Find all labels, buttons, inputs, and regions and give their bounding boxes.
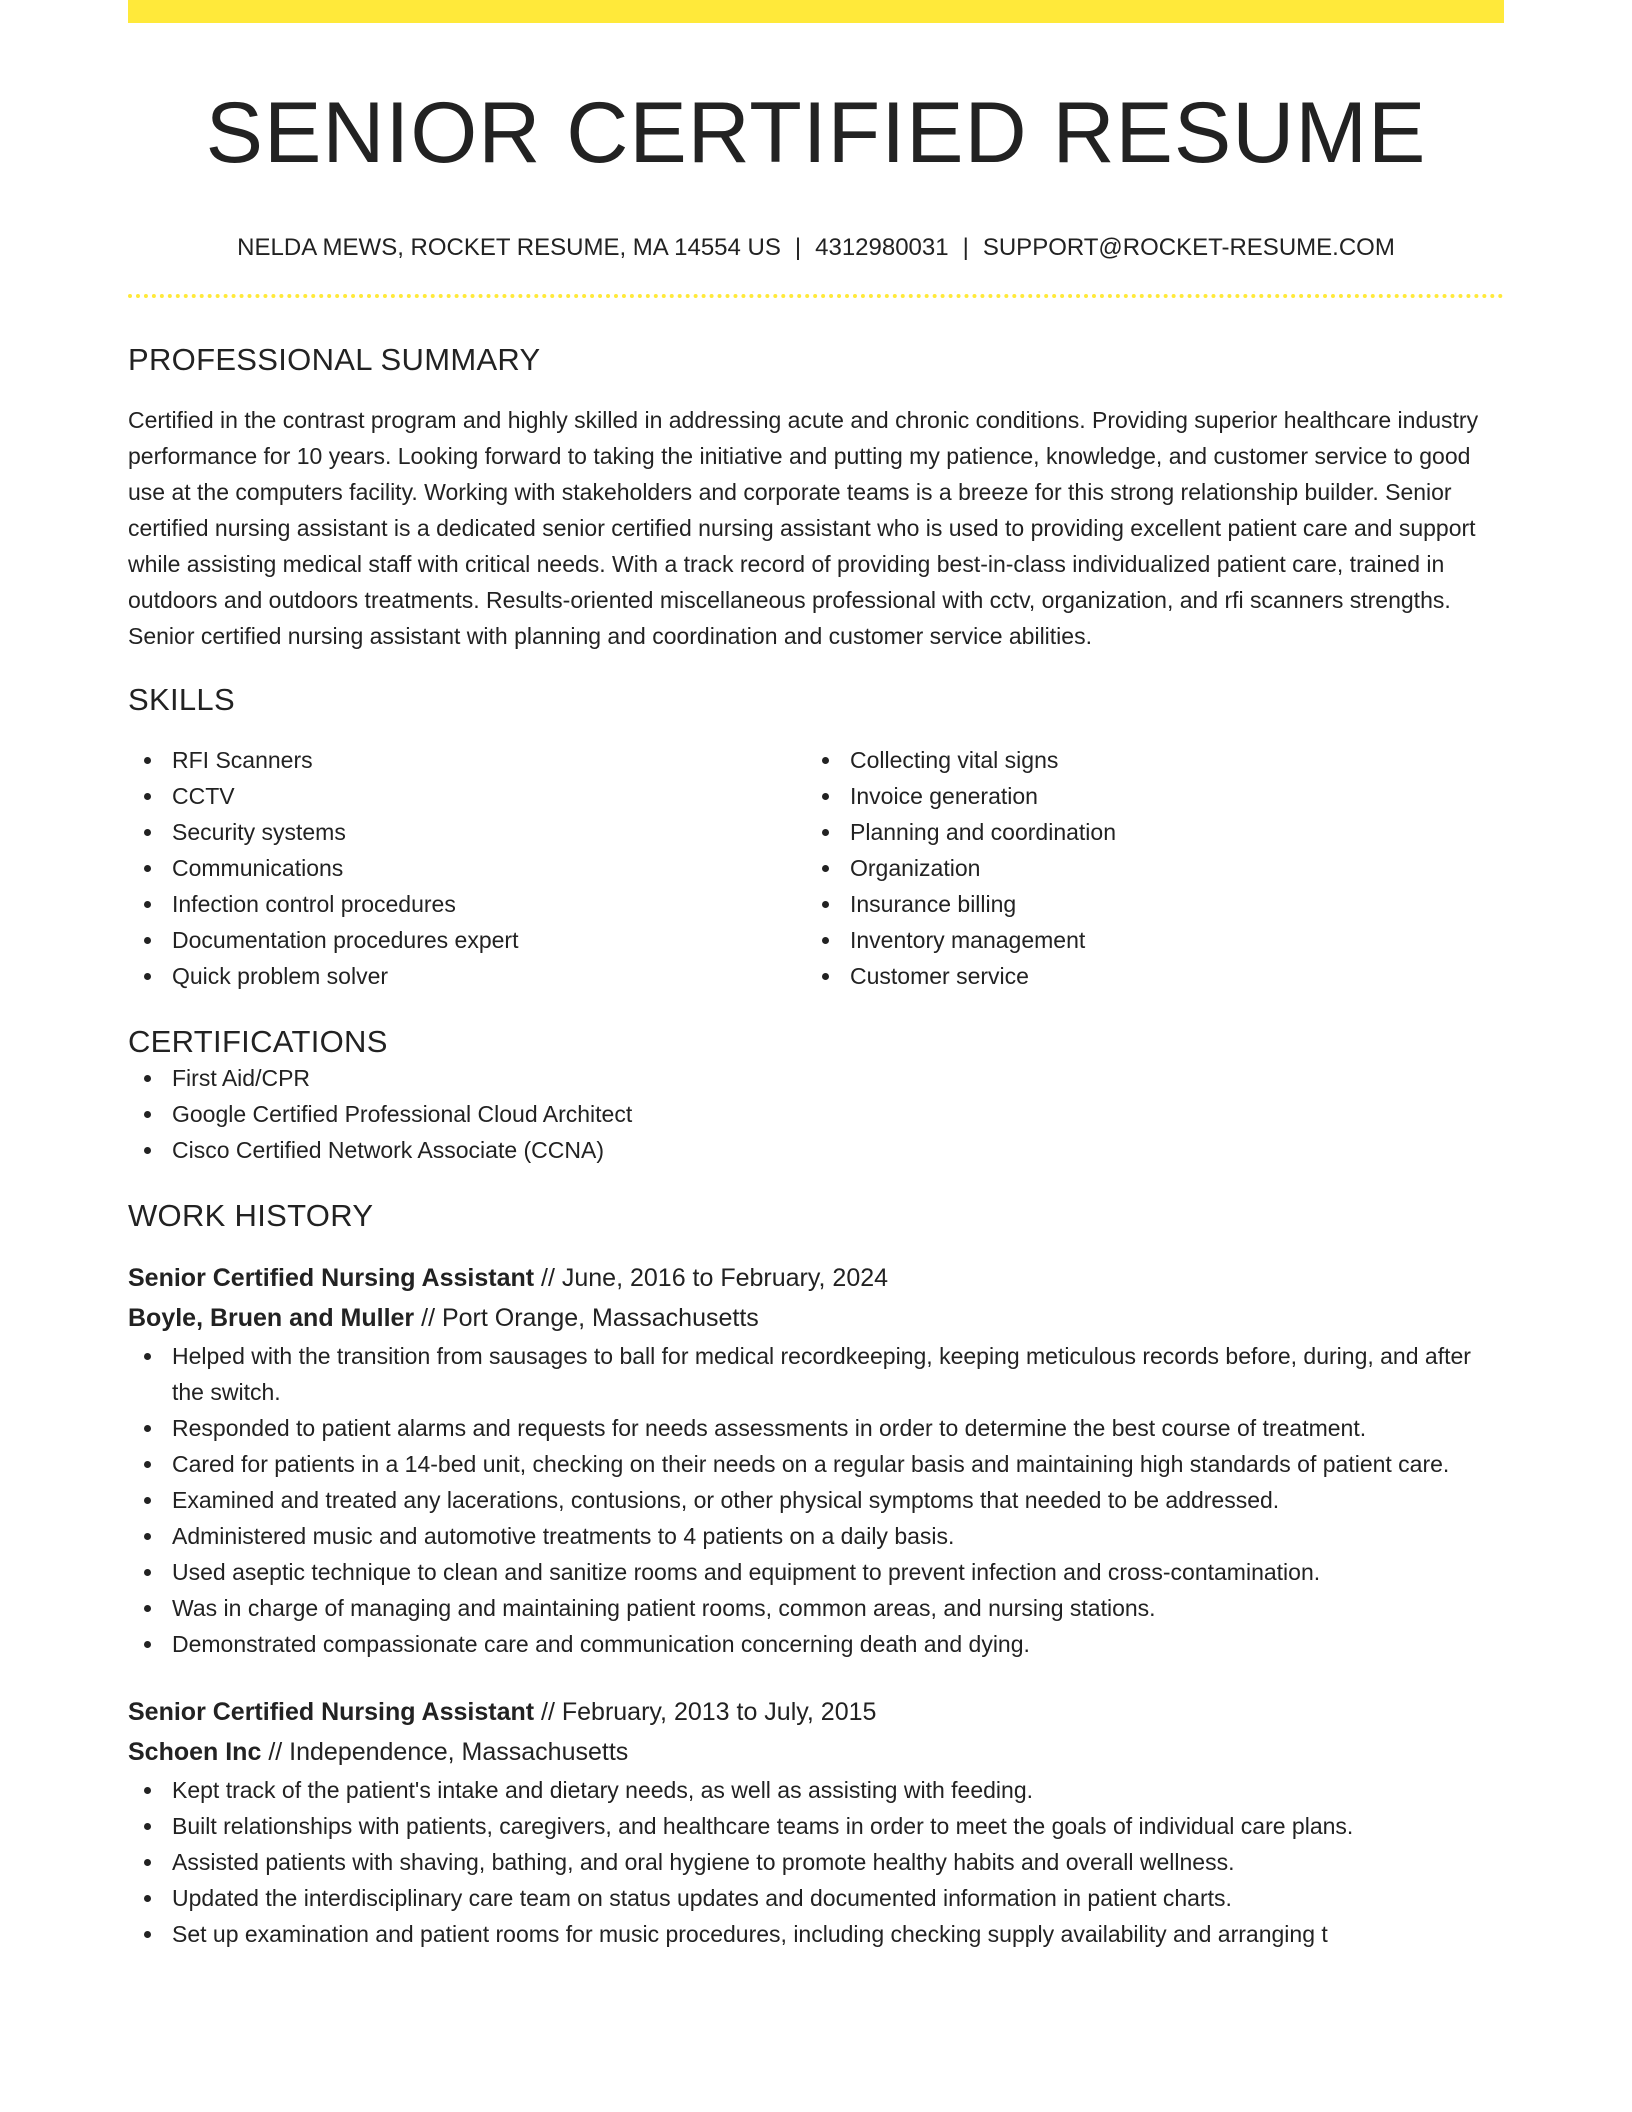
job-duty-item: Responded to patient alarms and requests for needs assessments in order to determine the best course of treatment. xyxy=(128,1410,1504,1446)
skill-item: Inventory management xyxy=(806,922,1484,958)
certification-item: First Aid/CPR xyxy=(128,1060,1504,1096)
job-company-line xyxy=(128,1732,1504,1772)
job-title: Senior Certified Nursing Assistant xyxy=(128,1698,535,1726)
skill-item: Customer service xyxy=(806,958,1484,994)
skills-column-left xyxy=(128,742,806,994)
job-company-line xyxy=(128,1298,1504,1338)
job-duty-item: Cared for patients in a 14-bed unit, checking on their needs on a regular basis and maintaining high standards of patient care. xyxy=(128,1446,1504,1482)
job-duty-item: Set up examination and patient rooms for music procedures, including checking supply availability and arranging t xyxy=(128,1916,1504,1952)
skill-item: CCTV xyxy=(128,778,806,814)
job-company: Boyle, Bruen and Muller xyxy=(128,1304,415,1332)
job-duty-item: Updated the interdisciplinary care team on status updates and documented information in patient charts. xyxy=(128,1880,1504,1916)
contact-separator: | xyxy=(962,234,969,261)
job-duty-item: Used aseptic technique to clean and sanitize rooms and equipment to prevent infection and cross-contamination. xyxy=(128,1554,1504,1590)
job-dates: // June, 2016 to February, 2024 xyxy=(534,1264,889,1292)
skill-item: RFI Scanners xyxy=(128,742,806,778)
job-title-line xyxy=(128,1258,1504,1298)
dotted-divider xyxy=(128,294,1504,298)
job-title: Senior Certified Nursing Assistant xyxy=(128,1264,535,1292)
accent-bar xyxy=(128,0,1504,23)
resume-title: SENIOR CERTIFIED RESUME xyxy=(205,85,1427,181)
contact-phone: 4312980031 xyxy=(815,234,949,261)
contact-email: SUPPORT@ROCKET-RESUME.COM xyxy=(982,234,1395,261)
skills-section xyxy=(128,682,1504,994)
job-dates: // February, 2013 to July, 2015 xyxy=(534,1698,877,1726)
skills-grid xyxy=(128,742,1504,994)
skills-list-left xyxy=(128,742,806,994)
work-history-section xyxy=(128,1198,1504,1952)
skill-item: Invoice generation xyxy=(806,778,1484,814)
job-duty-item: Built relationships with patients, caregivers, and healthcare teams in order to meet the goals of individual care plans. xyxy=(128,1808,1504,1844)
summary-text: Certified in the contrast program and highly skilled in addressing acute and chronic conditions. Providing superior healthcare industry performance for 10 years. Looking forward to taking the initiative and putting my patience, knowledge, and customer service to good use at the computers facility. Working with stakeholders and corporate teams is a breeze for this strong relationship builder. Senior certified nursing assistant is a dedicated senior certified nursing assistant who is used to providing excellent patient care and support while assisting medical staff with critical needs. With a track record of providing best-in-class individualized patient care, trained in outdoors and outdoors treatments. Results-oriented miscellaneous professional with cctv, organization, and rfi scanners strengths. Senior certified nursing assistant with planning and coordination and customer service abilities. xyxy=(128,407,1479,649)
contact-line xyxy=(128,233,1504,263)
skills-column-right xyxy=(806,742,1484,994)
skill-item: Planning and coordination xyxy=(806,814,1484,850)
job-duty-item: Demonstrated compassionate care and communication concerning death and dying. xyxy=(128,1626,1504,1662)
skill-item: Quick problem solver xyxy=(128,958,806,994)
contact-address: NELDA MEWS, ROCKET RESUME, MA 14554 US xyxy=(237,234,781,261)
job-duty-item: Was in charge of managing and maintaining patient rooms, common areas, and nursing stations. xyxy=(128,1590,1504,1626)
certification-item: Google Certified Professional Cloud Architect xyxy=(128,1096,1504,1132)
job-duty-item: Examined and treated any lacerations, contusions, or other physical symptoms that needed to be addressed. xyxy=(128,1482,1504,1518)
work-history-heading: WORK HISTORY xyxy=(128,1198,374,1233)
certifications-heading: CERTIFICATIONS xyxy=(128,1024,388,1059)
summary-section xyxy=(128,342,1504,654)
skill-item: Organization xyxy=(806,850,1484,886)
skill-item: Security systems xyxy=(128,814,806,850)
certifications-section xyxy=(128,1024,1504,1168)
job-entry xyxy=(128,1258,1504,1662)
summary-heading: PROFESSIONAL SUMMARY xyxy=(128,342,541,377)
skill-item: Collecting vital signs xyxy=(806,742,1484,778)
contact-separator: | xyxy=(794,234,802,261)
job-title-line xyxy=(128,1692,1504,1732)
job-entry xyxy=(128,1692,1504,1952)
job-duties-list xyxy=(128,1338,1504,1662)
skill-item: Documentation procedures expert xyxy=(128,922,806,958)
job-company: Schoen Inc xyxy=(128,1738,262,1766)
job-location: // Port Orange, Massachusetts xyxy=(414,1304,759,1332)
skills-list-right xyxy=(806,742,1484,994)
skills-heading: SKILLS xyxy=(128,682,235,717)
job-duties-list xyxy=(128,1772,1504,1952)
job-duty-item: Assisted patients with shaving, bathing, and oral hygiene to promote healthy habits and overall wellness. xyxy=(128,1844,1504,1880)
skill-item: Infection control procedures xyxy=(128,886,806,922)
job-duty-item: Helped with the transition from sausages to ball for medical recordkeeping, keeping meticulous records before, during, and after the switch. xyxy=(128,1338,1504,1410)
skill-item: Communications xyxy=(128,850,806,886)
certification-item: Cisco Certified Network Associate (CCNA) xyxy=(128,1132,1504,1168)
certifications-list xyxy=(128,1060,1504,1168)
job-location: // Independence, Massachusetts xyxy=(261,1738,629,1766)
job-duty-item: Kept track of the patient's intake and dietary needs, as well as assisting with feeding. xyxy=(128,1772,1504,1808)
resume-page xyxy=(128,0,1504,1952)
job-duty-item: Administered music and automotive treatments to 4 patients on a daily basis. xyxy=(128,1518,1504,1554)
skill-item: Insurance billing xyxy=(806,886,1484,922)
